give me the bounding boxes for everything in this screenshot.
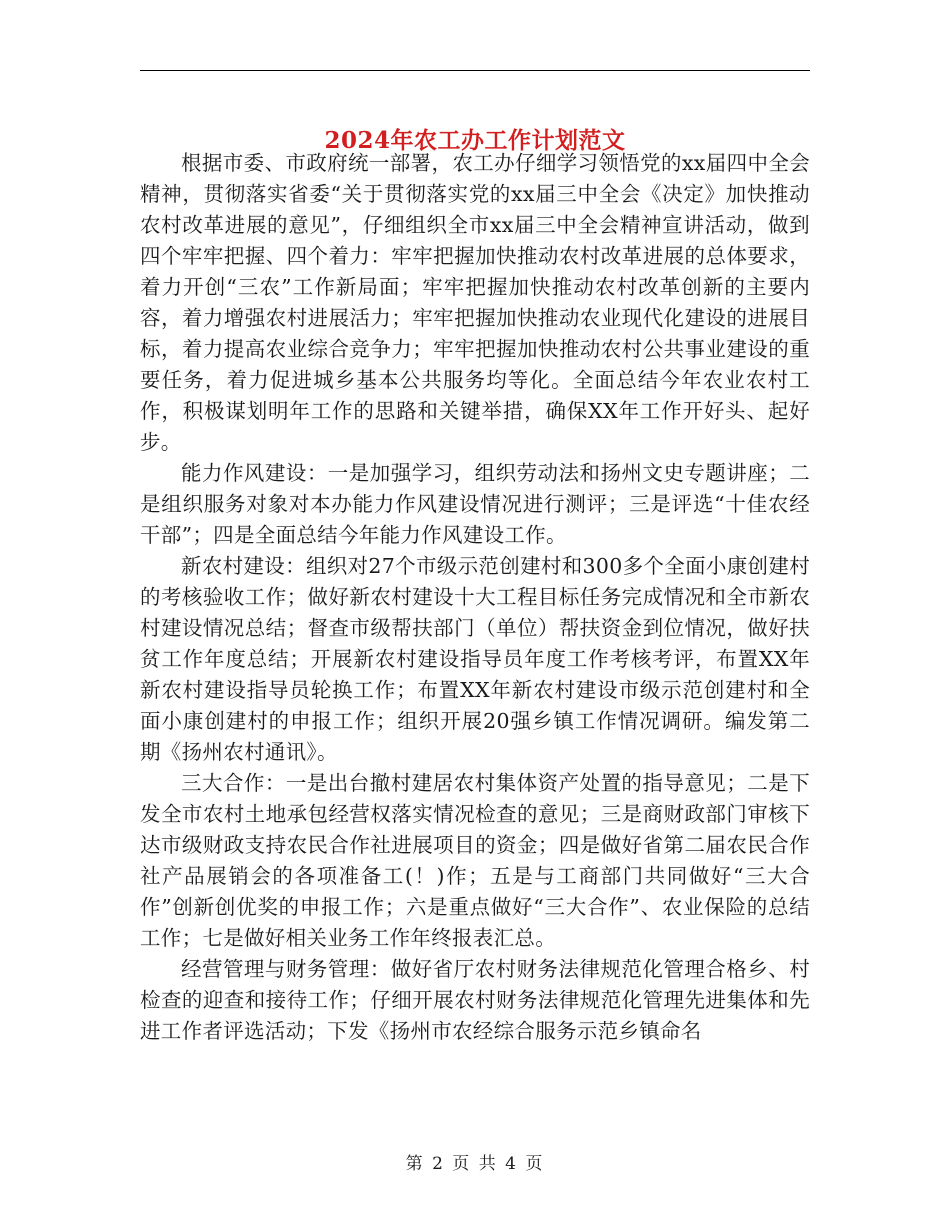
paragraph-new-countryside: 新农村建设：组织对27个市级示范创建村和300多个全面小康创建村的考核验收工作；做好新农村建设十大工程目标任务完成情况和全市新农村建设情况总结；督查市级帮扶部门（单位）帮扶资金到位情况，做好扶贫工作年度总结；开展新农村建设指导员年度工作考核考评，布置XX年新农村建设指导员轮换工作；布置XX年新农村建设市级示范创建村和全面小康创建村的申报工作；组织开展20强乡镇工作情况调研。编发第二期《扬州农村通讯》。 — [140, 554, 810, 764]
document-body — [140, 148, 810, 1047]
document-title: 2024年农工办工作计划范文 — [324, 127, 626, 155]
page-number-footer: 第 2 页 共 4 页 — [405, 1154, 545, 1174]
header-rule — [140, 70, 810, 71]
paragraph-three-cooperations: 三大合作：一是出台撤村建居农村集体资产处置的指导意见；二是下发全市农村土地承包经营权落实情况检查的意见；三是商财政部门审核下达市级财政支持农民合作社进展项目的资金；四是做好省第二届农民合作社产品展销会的各项准备工(！)作；五是与工商部门共同做好“三大合作”创新创优奖的申报工作；六是重点做好“三大合作”、农业保险的总结工作；七是做好相关业务工作年终报表汇总。 — [140, 771, 810, 950]
paragraph-capability-style: 能力作风建设：一是加强学习，组织劳动法和扬州文史专题讲座；二是组织服务对象对本办能力作风建设情况进行测评；三是评选“十佳农经干部”；四是全面总结今年能力作风建设工作。 — [140, 461, 810, 547]
paragraph-finance-management: 经营管理与财务管理：做好省厅农村财务法律规范化管理合格乡、村检查的迎查和接待工作；仔细开展农村财务法律规范化管理先进集体和先进工作者评选活动；下发《扬州市农经综合服务示范乡镇命名 — [140, 957, 810, 1043]
paragraph-intro: 根据市委、市政府统一部署，农工办仔细学习领悟党的xx届四中全会精神，贯彻落实省委“关于贯彻落实党的xx届三中全会《决定》加快推动农村改革进展的意见”，仔细组织全市xx届三中全会精神宣讲活动，做到四个牢牢把握、四个着力：牢牢把握加快推动农村改革进展的总体要求，着力开创“三农”工作新局面；牢牢把握加快推动农村改革创新的主要内容，着力增强农村进展活力；牢牢把握加快推动农业现代化建设的进展目标，着力提高农业综合竞争力；牢牢把握加快推动农村公共事业建设的重要任务，着力促进城乡基本公共服务均等化。全面总结今年农业农村工作，积极谋划明年工作的思路和关键举措，确保XX年工作开好头、起好步。 — [140, 151, 810, 454]
